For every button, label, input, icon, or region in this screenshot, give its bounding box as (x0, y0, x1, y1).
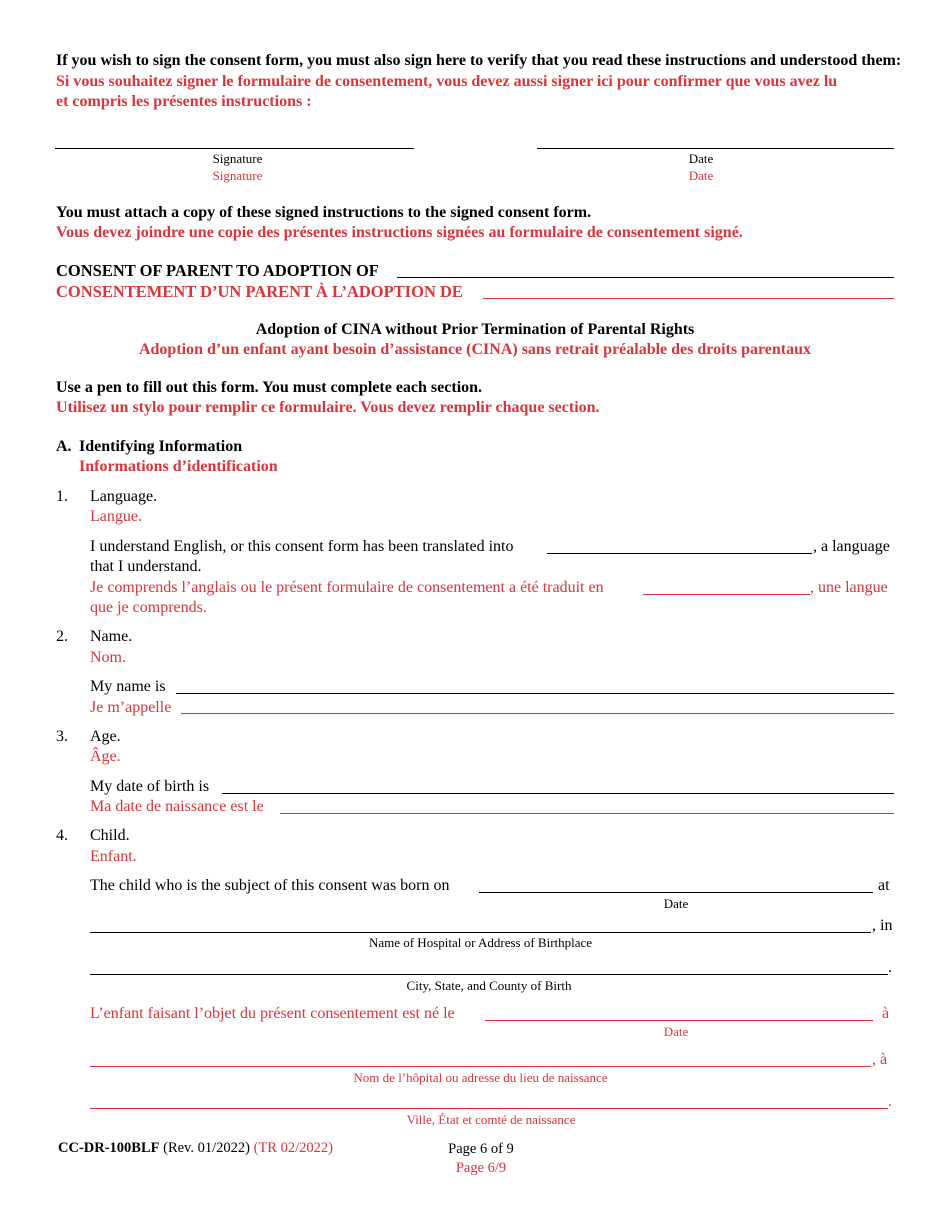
dob-input-en[interactable] (222, 793, 894, 794)
language-input-fr[interactable] (643, 594, 810, 595)
verify-instructions-en: If you wish to sign the consent form, you must also sign here to verify that you read these instructions and understood them: (56, 52, 902, 69)
date-label-en: Date (688, 151, 714, 166)
section-a-title-fr: Informations d’identification (79, 458, 278, 475)
signature-line[interactable] (55, 148, 414, 149)
city-input-fr[interactable] (90, 1108, 888, 1109)
signature-label-fr: Signature (212, 168, 263, 183)
attach-notice-en: You must attach a copy of these signed instructions to the signed consent form. (56, 204, 592, 221)
child-date-caption-en: Date (663, 896, 689, 911)
child-birth-date-input-en[interactable] (479, 892, 873, 893)
subtitle-en: Adoption of CINA without Prior Termination of Parental Rights (255, 321, 695, 338)
child-in-fr: , à (872, 1051, 888, 1068)
footer-form-info (58, 1140, 333, 1157)
footer-form-id: CC-DR-100BLF (58, 1140, 160, 1156)
item-3-heading-en: Age. (90, 728, 121, 745)
birthplace-input-en[interactable] (90, 932, 871, 933)
footer-page-en: Page 6 of 9 (448, 1141, 514, 1157)
item-1-heading-en: Language. (90, 488, 158, 505)
item-3-heading-fr: Âge. (90, 748, 121, 765)
name-label-fr: Je m’appelle (90, 699, 172, 716)
language-text-fr-2: que je comprends. (90, 599, 207, 616)
adoptee-name-line-fr[interactable] (483, 298, 894, 299)
attach-notice-fr: Vous devez joindre une copie des présentes instructions signées au formulaire de consentement signé. (56, 224, 743, 241)
child-birth-date-input-fr[interactable] (485, 1020, 873, 1021)
date-label-fr: Date (688, 168, 714, 183)
footer-rev: (Rev. 01/2022) (163, 1140, 250, 1156)
item-2-heading-fr: Nom. (90, 649, 126, 666)
name-input-en[interactable] (176, 693, 894, 694)
language-text-en-2: that I understand. (90, 558, 202, 575)
subtitle-fr: Adoption d’un enfant ayant besoin d’assistance (CINA) sans retrait préalable des droits parentaux (138, 341, 812, 358)
item-2-number: 2. (56, 628, 68, 645)
section-a-title-en: Identifying Information (79, 438, 243, 455)
item-1-number: 1. (56, 488, 68, 505)
name-label-en: My name is (90, 678, 166, 695)
child-period-en: . (888, 959, 892, 976)
city-caption-en: City, State, and County of Birth (406, 978, 572, 993)
child-born-label-en: The child who is the subject of this consent was born on (90, 877, 450, 894)
date-line[interactable] (537, 148, 894, 149)
city-input-en[interactable] (90, 974, 888, 975)
verify-instructions-fr-line2: et compris les présentes instructions : (56, 93, 312, 110)
child-in-en: , in (872, 917, 893, 934)
item-3-number: 3. (56, 728, 68, 745)
language-text-en-end: , a language (813, 538, 890, 555)
hospital-caption-fr: Nom de l’hôpital ou adresse du lieu de naissance (353, 1070, 608, 1085)
name-input-fr[interactable] (181, 713, 894, 714)
item-4-heading-fr: Enfant. (90, 848, 137, 865)
footer-tr: (TR 02/2022) (253, 1140, 333, 1156)
consent-title-fr: CONSENTEMENT D’UN PARENT À L’ADOPTION DE (56, 282, 463, 301)
city-caption-fr: Ville, État et comté de naissance (406, 1112, 576, 1127)
section-a-letter: A. (56, 438, 72, 455)
item-4-heading-en: Child. (90, 827, 130, 844)
pen-instructions-fr: Utilisez un stylo pour remplir ce formulaire. Vous devez remplir chaque section. (56, 399, 600, 416)
language-input-en[interactable] (547, 553, 812, 554)
child-born-label-fr: L’enfant faisant l’objet du présent consentement est né le (90, 1005, 455, 1022)
hospital-caption-en: Name of Hospital or Address of Birthplace (368, 935, 593, 950)
language-text-en: I understand English, or this consent form has been translated into (90, 538, 514, 555)
child-period-fr: . (888, 1093, 892, 1110)
adoptee-name-line-en[interactable] (397, 277, 894, 278)
dob-label-fr: Ma date de naissance est le (90, 798, 264, 815)
language-text-fr-end: , une langue (810, 579, 888, 596)
pen-instructions-en: Use a pen to fill out this form. You must complete each section. (56, 379, 483, 396)
verify-instructions-fr-line1: Si vous souhaitez signer le formulaire de consentement, vous devez aussi signer ici pour confirmer que vous avez lu (56, 73, 838, 90)
dob-input-fr[interactable] (280, 813, 894, 814)
item-2-heading-en: Name. (90, 628, 133, 645)
language-text-fr: Je comprends l’anglais ou le présent formulaire de consentement a été traduit en (90, 579, 604, 596)
item-1-heading-fr: Langue. (90, 508, 142, 525)
footer-page-fr: Page 6/9 (455, 1160, 507, 1176)
birthplace-input-fr[interactable] (90, 1066, 871, 1067)
signature-label-en: Signature (212, 151, 263, 166)
child-at-fr: à (882, 1005, 890, 1022)
consent-title-en: CONSENT OF PARENT TO ADOPTION OF (56, 261, 379, 280)
item-4-number: 4. (56, 827, 68, 844)
child-at-en: at (878, 877, 890, 894)
child-date-caption-fr: Date (663, 1024, 689, 1039)
dob-label-en: My date of birth is (90, 778, 210, 795)
